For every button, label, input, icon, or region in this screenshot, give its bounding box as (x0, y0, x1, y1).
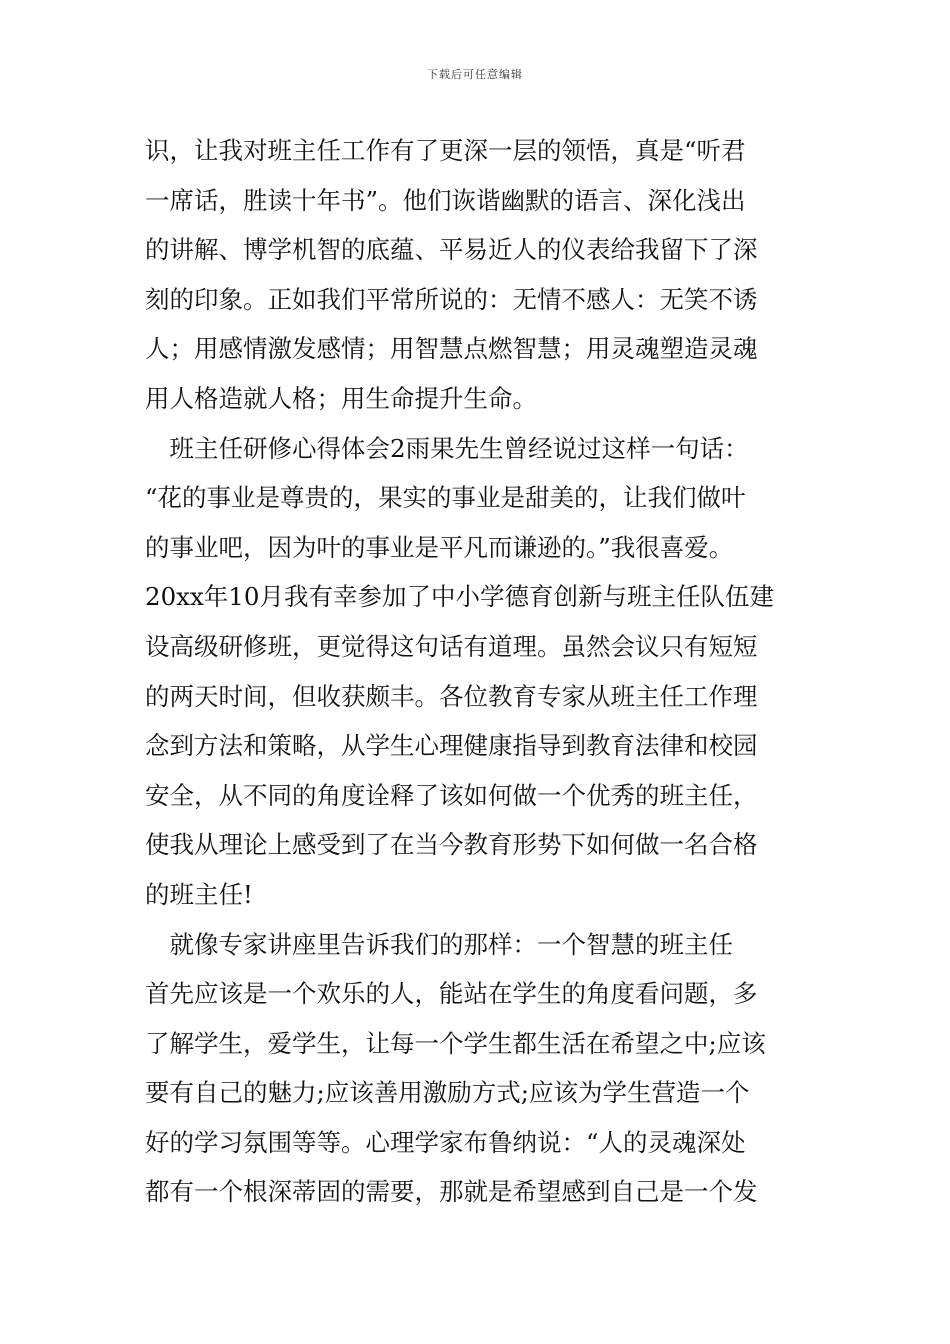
text-line: 好的学习氛围等等。心理学家布鲁纳说：“人的灵魂深处 (145, 1127, 746, 1157)
text-line: 要有自己的魅力;应该善用激励方式;应该为学生营造一个 (145, 1078, 750, 1108)
text-line: 的讲解、博学机智的底蕴、平易近人的仪表给我留下了深 (145, 235, 758, 265)
text-line: 一席话，胜读十年书”。他们诙谐幽默的语言、深化浅出 (145, 185, 746, 215)
text-line: 的事业吧，因为叶的事业是平凡而谦逊的。”我很喜爱。 (145, 532, 734, 562)
text-line: 的两天时间，但收获颇丰。各位教育专家从班主任工作理 (145, 681, 758, 711)
text-line: 人；用感情激发感情；用智慧点燃智慧；用灵魂塑造灵魂 (145, 334, 758, 364)
paragraph-start-line: 就像专家讲座里告诉我们的那样：一个智慧的班主任 (145, 929, 733, 959)
text-line: 设高级研修班，更觉得这句话有道理。虽然会议只有短短 (145, 631, 758, 661)
text-line: 念到方法和策略，从学生心理健康指导到教育法律和校园 (145, 731, 758, 761)
paragraph-start-line: 班主任研修心得体会2雨果先生曾经说过这样一句话： (145, 433, 749, 463)
text-line: “花的事业是尊贵的，果实的事业是甜美的，让我们做叶 (145, 483, 746, 513)
page-header: 下载后可任意编辑 (427, 68, 523, 81)
text-line: 安全，从不同的角度诠释了该如何做一个优秀的班主任， (145, 780, 758, 810)
document-body (145, 126, 810, 1217)
text-line: 了解学生，爱学生，让每一个学生都生活在希望之中;应该 (145, 1028, 766, 1058)
text-line: 刻的印象。正如我们平常所说的：无情不感人：无笑不诱 (145, 284, 758, 314)
text-line: 使我从理论上感受到了在当今教育形势下如何做一名合格 (145, 830, 758, 860)
text-line: 用人格造就人格；用生命提升生命。 (145, 383, 537, 413)
text-line: 识，让我对班主任工作有了更深一层的领悟，真是“听君 (145, 136, 746, 165)
text-line: 的班主任! (145, 879, 253, 909)
text-line: 都有一个根深蒂固的需要，那就是希望感到自己是一个发 (145, 1177, 758, 1207)
text-line: 20xx年10月我有幸参加了中小学德育创新与班主任队伍建 (145, 582, 774, 612)
text-line: 首先应该是一个欢乐的人，能站在学生的角度看问题，多 (145, 979, 758, 1009)
